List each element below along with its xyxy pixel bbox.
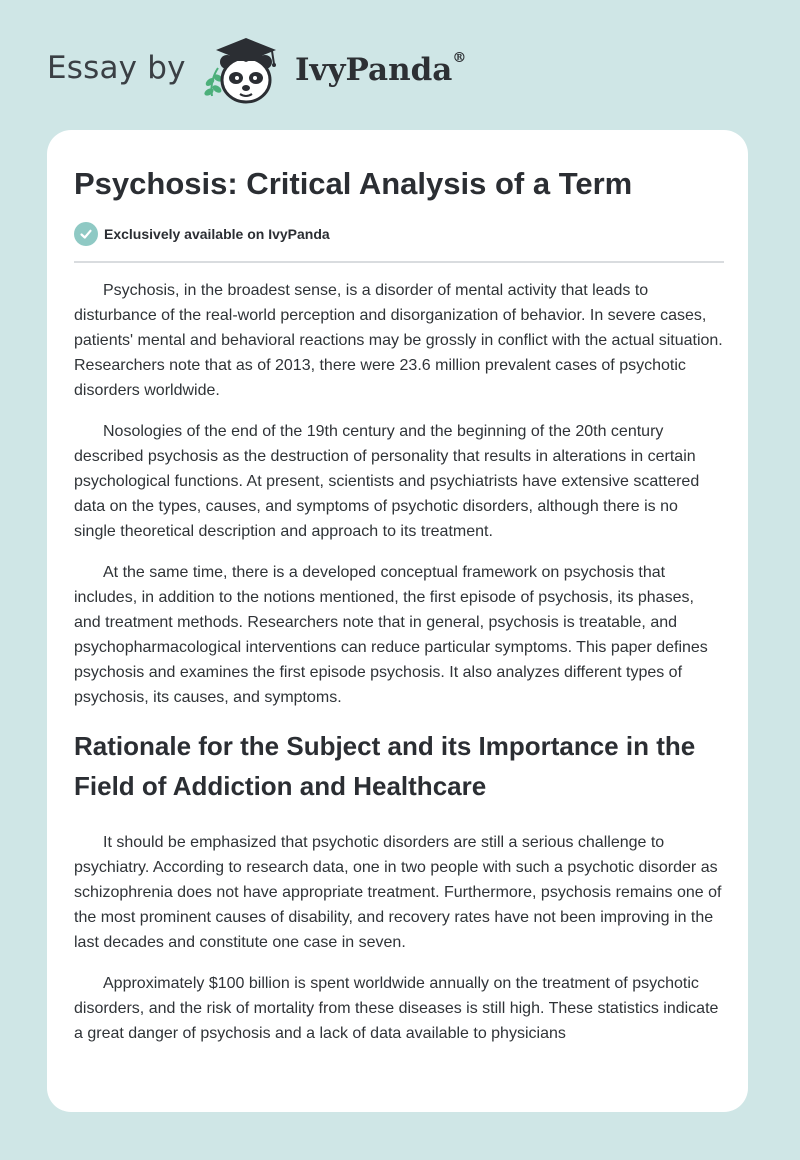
paragraph: It should be emphasized that psychotic disorders are still a serious challenge to psychiatry. According to research data, one in two people with such a psychotic disorder as schizophrenia does not have appropriate treatment. Furthermore, psychosis remains one of the most prominent causes of disability, and recovery rates have not been improving in the last decades and constitute one case in seven. xyxy=(74,834,722,951)
essay-by-label: Essay by xyxy=(47,50,186,86)
paragraph: Nosologies of the end of the 19th century and the beginning of the 20th century described psychosis as the destruction of personality that results in alterations in certain psychological functions. At present, scientists and psychiatrists have extensive scattered data on the types, causes, and symptoms of psychotic disorders, although there is no single theoretical description and approach to its treatment. xyxy=(74,423,700,540)
exclusive-badge xyxy=(74,222,330,246)
divider xyxy=(74,261,724,263)
exclusive-label: Exclusively available on IvyPanda xyxy=(104,226,330,242)
brand-label: IvyPanda xyxy=(295,52,453,88)
paragraph: Approximately $100 billion is spent worldwide annually on the treatment of psychotic disorders, and the risk of mortality from these diseases is still high. These statistics indicate a great danger of psychosis and a lack of data available to physicians xyxy=(74,975,719,1042)
registered-mark: ® xyxy=(452,50,467,66)
site-header xyxy=(0,0,800,130)
paragraph: At the same time, there is a developed conceptual framework on psychosis that includes, in addition to the notions mentioned, the first episode of psychosis, its phases, and treatment methods. Researchers note that in general, psychosis is treatable, and psychopharmacological interventions can reduce particular symptoms. This paper defines psychosis and examines the first episode psychosis. It also analyzes different types of psychosis, its causes, and symptoms. xyxy=(74,564,708,706)
panda-logo-icon[interactable] xyxy=(200,34,292,110)
article-card xyxy=(47,130,748,1112)
check-icon xyxy=(74,222,98,246)
paragraph: Psychosis, in the broadest sense, is a disorder of mental activity that leads to disturbance of the real-world perception and disorganization of behavior. In severe cases, patients' mental and behavioral reactions may be grossly in conflict with the actual situation. Researchers note that as of 2013, there were 23.6 million prevalent cases of psychotic disorders worldwide. xyxy=(74,282,723,399)
section-heading: Rationale for the Subject and its Importance in the Field of Addiction and Healthcare xyxy=(74,731,696,801)
page-title: Psychosis: Critical Analysis of a Term xyxy=(74,166,633,201)
article-body xyxy=(74,278,724,1062)
brand-name[interactable] xyxy=(295,52,466,88)
